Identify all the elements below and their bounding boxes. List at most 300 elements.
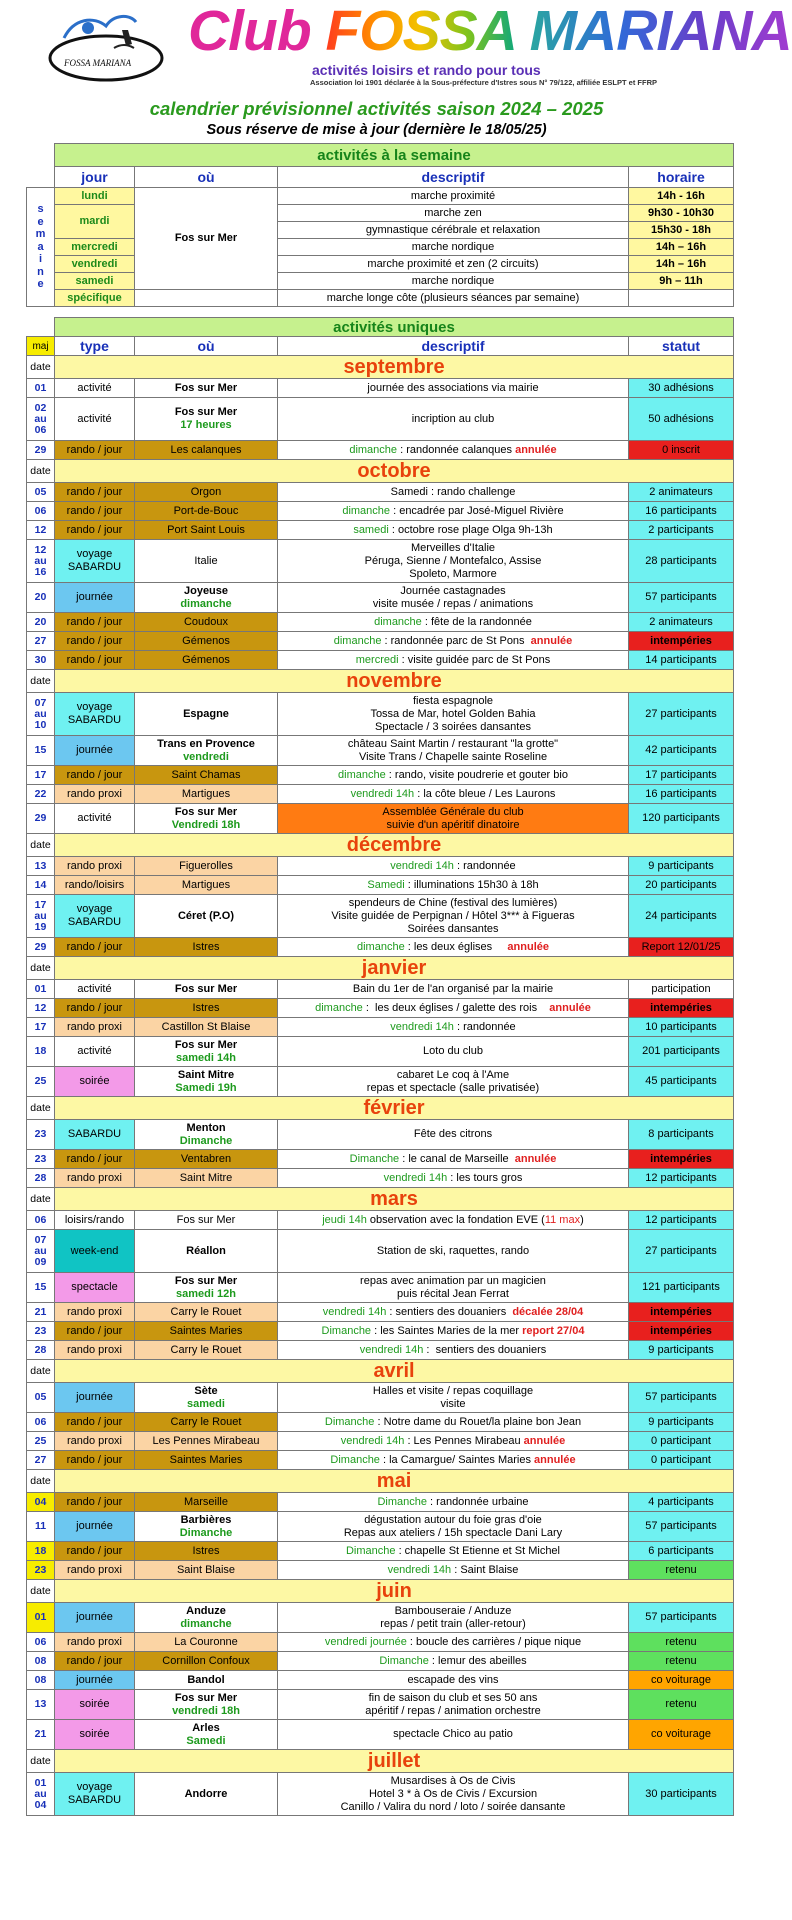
semaine-letter: e — [37, 278, 44, 291]
event-location — [135, 1150, 278, 1169]
event-status: 9 participants — [629, 857, 734, 876]
weekly-band-title: activités à la semaine — [55, 144, 734, 167]
event-date-part: 05 — [34, 1391, 47, 1403]
event-desc-day: dimanche — [315, 1001, 363, 1014]
calendar-subtitle: Sous réserve de mise à jour (dernière le 18/05/25) — [206, 122, 547, 138]
event-location-name: La Couronne — [174, 1635, 238, 1648]
event-location — [135, 1067, 278, 1097]
event-date-part: 27 — [34, 1453, 47, 1466]
event-row — [27, 693, 734, 736]
event-description — [278, 1341, 629, 1360]
unique-band-title: activités uniques — [55, 318, 734, 337]
event-desc-text: : la côte bleue / Les Laurons — [414, 787, 556, 800]
event-location — [135, 632, 278, 651]
event-description — [278, 379, 629, 398]
event-location — [135, 1633, 278, 1652]
event-location-name: Gémenos — [182, 653, 230, 666]
event-row — [27, 785, 734, 804]
event-location — [135, 980, 278, 999]
event-row — [27, 1603, 734, 1633]
event-type: activité — [55, 804, 135, 834]
event-location-when: 17 heures — [180, 419, 232, 431]
event-location — [135, 938, 278, 957]
event-desc-text: observation avec la fondation EVE ( — [366, 1213, 545, 1226]
event-status: intempéries — [629, 1322, 734, 1341]
weekly-band-blank — [27, 144, 55, 167]
event-location — [135, 999, 278, 1018]
event-location-name: Martigues — [181, 787, 231, 800]
page-header — [0, 0, 792, 90]
event-location-name: Port Saint Louis — [167, 523, 245, 536]
event-date — [27, 999, 55, 1018]
event-location — [135, 1542, 278, 1561]
event-location-name: Fos sur Mer — [174, 1038, 238, 1051]
event-location-name: Martigues — [181, 878, 231, 891]
event-description — [278, 632, 629, 651]
event-row — [27, 1413, 734, 1432]
event-row — [27, 613, 734, 632]
event-location — [135, 583, 278, 613]
event-location-name: Fos sur Mer — [174, 381, 238, 394]
event-row — [27, 857, 734, 876]
weekly-col-horaire: horaire — [629, 167, 734, 188]
event-status: 17 participants — [629, 766, 734, 785]
event-desc-text: : Les Pennes Mirabeau — [404, 1434, 524, 1447]
event-description — [278, 1413, 629, 1432]
semaine-letter: s — [37, 203, 44, 216]
event-desc-tail: ) — [580, 1213, 584, 1226]
month-title: mars — [55, 1188, 734, 1211]
event-type: rando / jour — [55, 651, 135, 670]
event-type: rando proxi — [55, 857, 135, 876]
event-desc-text: fiesta espagnole Tossa de Mar, hotel Golden Bahia Spectacle / 3 soirées dansantes — [370, 694, 536, 733]
event-status: 201 participants — [629, 1037, 734, 1067]
event-status: intempéries — [629, 1303, 734, 1322]
event-location-name: Gémenos — [182, 634, 230, 647]
event-row — [27, 1273, 734, 1303]
event-location-name: Castillon St Blaise — [161, 1020, 251, 1033]
weekly-hours: 14h – 16h — [629, 239, 734, 256]
event-description — [278, 1633, 629, 1652]
event-desc-day: Dimanche — [330, 1453, 380, 1466]
event-description — [278, 980, 629, 999]
event-desc-day: vendredi 14h — [322, 1305, 387, 1318]
event-date-part: 23 — [34, 1152, 47, 1165]
event-row — [27, 1432, 734, 1451]
event-location-name: Fos sur Mer — [174, 1691, 238, 1704]
event-desc-day: vendredi 14h — [350, 787, 415, 800]
event-status: 27 participants — [629, 1230, 734, 1273]
event-status: retenu — [629, 1690, 734, 1720]
month-row — [27, 460, 734, 483]
event-type: rando / jour — [55, 521, 135, 540]
event-status: 0 inscrit — [629, 441, 734, 460]
event-location-name: Joyeuse — [183, 584, 229, 597]
event-description — [278, 1542, 629, 1561]
weekly-day: mercredi — [55, 239, 135, 256]
event-desc-text: : randonnée parc de St Pons — [381, 634, 531, 647]
event-desc-status: annulée — [515, 443, 557, 456]
event-date — [27, 736, 55, 766]
event-location-when: dimanche — [180, 1617, 232, 1630]
event-location-when: Samedi 19h — [175, 1081, 237, 1094]
event-desc-day: Dimanche — [345, 1544, 396, 1557]
event-date-part: 23 — [34, 1128, 47, 1140]
event-date-part: 01 — [34, 1611, 47, 1623]
date-label: date — [27, 1097, 55, 1120]
event-desc-status: annulée — [534, 1453, 576, 1466]
event-description — [278, 1211, 629, 1230]
date-label: date — [27, 957, 55, 980]
event-description — [278, 1512, 629, 1542]
event-type: rando / jour — [55, 441, 135, 460]
event-row — [27, 1341, 734, 1360]
event-location — [135, 1037, 278, 1067]
event-date-part: 17 — [34, 1020, 47, 1033]
event-date — [27, 540, 55, 583]
club-logo — [44, 8, 164, 86]
event-type: loisirs/rando — [55, 1211, 135, 1230]
event-status: co voiturage — [629, 1671, 734, 1690]
event-row — [27, 1633, 734, 1652]
event-date-part: 06 — [34, 1213, 47, 1226]
event-location — [135, 766, 278, 785]
event-type: voyage SABARDU — [55, 1773, 135, 1816]
event-type: rando / jour — [55, 1542, 135, 1561]
event-desc-day: Samedi — [367, 878, 405, 891]
event-date-part: 12 — [34, 523, 47, 536]
weekly-location: Fos sur Mer — [135, 188, 278, 290]
event-type: rando / jour — [55, 1652, 135, 1671]
event-type: rando / jour — [55, 999, 135, 1018]
event-desc-day: dimanche — [333, 634, 382, 647]
event-type: rando / jour — [55, 502, 135, 521]
event-desc-day: Dimanche — [379, 1654, 429, 1667]
event-date-part: 29 — [34, 812, 47, 824]
weekly-row — [27, 290, 734, 307]
event-type: voyage SABARDU — [55, 540, 135, 583]
event-date — [27, 1303, 55, 1322]
event-date — [27, 857, 55, 876]
event-location — [135, 1120, 278, 1150]
event-desc-text: cabaret Le coq à l'Ame repas et spectacle (salle privatisée) — [366, 1068, 540, 1094]
event-status: 57 participants — [629, 1512, 734, 1542]
event-row — [27, 999, 734, 1018]
event-desc-day: vendredi 14h — [340, 1434, 405, 1447]
event-date — [27, 398, 55, 441]
event-location — [135, 613, 278, 632]
weekly-desc: marche proximité et zen (2 circuits) — [278, 256, 629, 273]
event-type: rando proxi — [55, 1561, 135, 1580]
weekly-hours: 9h30 - 10h30 — [629, 205, 734, 222]
event-status: 57 participants — [629, 1603, 734, 1633]
event-location-name: Istres — [192, 1544, 220, 1557]
event-description — [278, 1603, 629, 1633]
unique-col-ou: où — [135, 337, 278, 356]
event-date-part: 06 — [34, 1635, 47, 1648]
event-description — [278, 1720, 629, 1750]
event-type: rando proxi — [55, 1303, 135, 1322]
event-location-when: Dimanche — [179, 1134, 233, 1147]
event-desc-day: vendredi 14h — [383, 1171, 448, 1184]
event-description — [278, 441, 629, 460]
event-date — [27, 693, 55, 736]
month-title: octobre — [55, 460, 734, 483]
event-type: rando / jour — [55, 766, 135, 785]
event-date-part: 16 — [34, 565, 47, 578]
event-location-name: Saintes Maries — [169, 1324, 243, 1337]
event-date — [27, 1561, 55, 1580]
event-date — [27, 1690, 55, 1720]
event-date-part: 23 — [34, 1324, 47, 1337]
event-location — [135, 651, 278, 670]
event-row — [27, 1230, 734, 1273]
event-description — [278, 1451, 629, 1470]
event-date-part: 27 — [34, 634, 47, 647]
event-desc-text: : randonnée — [453, 1020, 516, 1033]
event-location — [135, 1273, 278, 1303]
event-location-name: Céret (P.O) — [177, 909, 235, 922]
event-location-name: Coudoux — [183, 615, 229, 628]
event-desc-day: Dimanche — [377, 1495, 427, 1508]
event-description — [278, 502, 629, 521]
weekly-header-row — [27, 167, 734, 188]
event-desc-text: : illuminations 15h30 à 18h — [404, 878, 539, 891]
event-type: activité — [55, 379, 135, 398]
month-title: janvier — [55, 957, 734, 980]
month-row — [27, 1750, 734, 1773]
event-location — [135, 785, 278, 804]
event-row — [27, 1018, 734, 1037]
event-type: rando proxi — [55, 1341, 135, 1360]
event-desc-text: : les deux églises / galette des rois — [362, 1001, 550, 1014]
event-date-part: 22 — [34, 787, 47, 800]
event-type: rando / jour — [55, 1322, 135, 1341]
event-location — [135, 876, 278, 895]
event-date — [27, 483, 55, 502]
event-location-when: samedi 14h — [176, 1051, 236, 1064]
month-title: décembre — [55, 834, 734, 857]
event-type: voyage SABARDU — [55, 693, 135, 736]
event-location-name: Orgon — [190, 485, 222, 498]
event-description — [278, 895, 629, 938]
event-date-part: 17 — [34, 768, 47, 781]
event-description — [278, 804, 629, 834]
event-date — [27, 1432, 55, 1451]
event-status: 50 adhésions — [629, 398, 734, 441]
event-date-part: 13 — [34, 859, 47, 872]
event-date — [27, 1211, 55, 1230]
event-date — [27, 651, 55, 670]
event-date — [27, 1230, 55, 1273]
unique-activities-table — [26, 317, 734, 1816]
event-desc-day: dimanche — [357, 940, 405, 953]
event-location — [135, 540, 278, 583]
event-location-name: Sète — [194, 1384, 218, 1397]
weekly-desc: marche zen — [278, 205, 629, 222]
month-title: février — [55, 1097, 734, 1120]
event-description — [278, 1671, 629, 1690]
event-row — [27, 583, 734, 613]
event-row — [27, 502, 734, 521]
event-type: journée — [55, 1603, 135, 1633]
event-description — [278, 1561, 629, 1580]
event-location — [135, 1603, 278, 1633]
event-location — [135, 1230, 278, 1273]
event-type: rando / jour — [55, 1413, 135, 1432]
event-date — [27, 1493, 55, 1512]
event-row — [27, 1037, 734, 1067]
event-status: 2 animateurs — [629, 613, 734, 632]
event-status: 57 participants — [629, 1383, 734, 1413]
association-notice: Association loi 1901 déclarée à la Sous-préfecture d'Istres sous N° 79/122, affiliée ESLPT et FFRP — [310, 78, 657, 87]
event-desc-day: vendredi 14h — [359, 1343, 424, 1356]
month-title: juin — [55, 1580, 734, 1603]
event-location — [135, 1322, 278, 1341]
event-description — [278, 1383, 629, 1413]
event-date — [27, 1169, 55, 1188]
event-location-name: Trans en Provence — [157, 737, 255, 750]
event-location-name: Figuerolles — [179, 859, 233, 872]
event-location — [135, 1432, 278, 1451]
event-description — [278, 1067, 629, 1097]
event-location — [135, 441, 278, 460]
event-desc-text: Samedi : rando challenge — [390, 485, 516, 498]
event-date-part: 28 — [34, 1343, 47, 1356]
date-label: date — [27, 460, 55, 483]
weekly-day: spécifique — [55, 290, 135, 307]
event-date-part: au — [34, 412, 47, 425]
event-status: 24 participants — [629, 895, 734, 938]
event-date-part: 11 — [34, 1520, 47, 1532]
event-date — [27, 1341, 55, 1360]
event-date — [27, 1120, 55, 1150]
event-status: 20 participants — [629, 876, 734, 895]
event-description — [278, 1322, 629, 1341]
event-date — [27, 1413, 55, 1432]
event-desc-status: annulée — [507, 940, 549, 953]
event-status: 121 participants — [629, 1273, 734, 1303]
month-title: avril — [55, 1360, 734, 1383]
event-desc-text: spendeurs de Chine (festival des lumières) Visite guidée de Perpignan / Hôtel 3*** à Figueras Soirées dansantes — [331, 896, 575, 935]
event-type: SABARDU — [55, 1120, 135, 1150]
event-location-name: Fos sur Mer — [174, 982, 238, 995]
event-date — [27, 1633, 55, 1652]
event-date-part: 08 — [34, 1654, 47, 1667]
event-desc-text: spectacle Chico au patio — [393, 1728, 513, 1740]
event-type: rando / jour — [55, 938, 135, 957]
event-desc-day: dimanche — [374, 615, 422, 628]
event-desc-day: vendredi 14h — [390, 859, 454, 872]
date-label: date — [27, 1360, 55, 1383]
event-location — [135, 1561, 278, 1580]
event-location-name: Bandol — [187, 1673, 225, 1686]
event-date-part: 01 — [34, 381, 47, 394]
event-date-part: 29 — [34, 940, 47, 953]
event-location-name: Fos sur Mer — [174, 805, 238, 818]
event-desc-day: mercredi — [355, 653, 399, 666]
event-status: intempéries — [629, 632, 734, 651]
event-date-part: 14 — [34, 878, 47, 891]
event-status: 12 participants — [629, 1169, 734, 1188]
weekly-location-empty — [135, 290, 278, 307]
event-desc-text: : sentiers des douaniers — [423, 1343, 547, 1356]
event-row — [27, 651, 734, 670]
event-status: 0 participant — [629, 1451, 734, 1470]
event-location-when: samedi 12h — [176, 1287, 236, 1300]
month-title: juillet — [55, 1750, 734, 1773]
event-location — [135, 1773, 278, 1816]
event-description — [278, 1652, 629, 1671]
event-date — [27, 895, 55, 938]
event-row — [27, 1773, 734, 1816]
event-date-part: 10 — [34, 718, 47, 731]
unique-col-maj: maj — [27, 337, 55, 356]
event-date-part: 01 — [34, 1776, 47, 1789]
event-status: 9 participants — [629, 1413, 734, 1432]
event-desc-text: : boucle des carrières / pique nique — [406, 1635, 582, 1648]
event-desc-text: : randonnée calanques — [397, 443, 516, 456]
event-location-when: samedi — [187, 1397, 225, 1410]
event-location — [135, 895, 278, 938]
event-date — [27, 766, 55, 785]
event-description — [278, 693, 629, 736]
event-desc-day: Dimanche — [349, 1152, 400, 1165]
event-desc-day: dimanche — [342, 504, 391, 517]
event-date — [27, 1383, 55, 1413]
event-location-when: vendredi 18h — [172, 1704, 240, 1717]
event-desc-text: : sentiers des douaniers — [386, 1305, 513, 1318]
unique-col-type: type — [55, 337, 135, 356]
event-description — [278, 540, 629, 583]
event-desc-day: jeudi 14h — [322, 1213, 367, 1226]
event-row — [27, 766, 734, 785]
event-description — [278, 1690, 629, 1720]
event-row — [27, 1542, 734, 1561]
event-status: intempéries — [629, 999, 734, 1018]
event-status: 6 participants — [629, 1542, 734, 1561]
event-type: rando proxi — [55, 1432, 135, 1451]
event-status: 16 participants — [629, 785, 734, 804]
event-date — [27, 1652, 55, 1671]
weekly-col-jour: jour — [55, 167, 135, 188]
weekly-hours: 14h - 16h — [629, 188, 734, 205]
event-location — [135, 1169, 278, 1188]
event-date — [27, 1451, 55, 1470]
event-date — [27, 1037, 55, 1067]
event-date — [27, 1322, 55, 1341]
event-desc-text: Fête des citrons — [413, 1128, 493, 1140]
unique-band-blank — [27, 318, 55, 337]
event-date — [27, 876, 55, 895]
event-type: rando / jour — [55, 483, 135, 502]
weekly-row — [27, 205, 734, 222]
event-date-part: 06 — [34, 423, 47, 436]
event-desc-text: : les deux églises — [404, 940, 508, 953]
event-desc-text: : la Camargue/ Saintes Maries — [379, 1453, 535, 1466]
event-location-name: Carry le Rouet — [170, 1343, 242, 1356]
event-type: activité — [55, 398, 135, 441]
event-desc-text: Journée castagnades visite musée / repas / animations — [372, 584, 534, 610]
event-type: rando proxi — [55, 1633, 135, 1652]
event-date — [27, 1773, 55, 1816]
event-description — [278, 1773, 629, 1816]
event-location-name: Saint Mitre — [177, 1068, 235, 1081]
event-location-name: Saint Mitre — [179, 1171, 233, 1184]
date-label: date — [27, 356, 55, 379]
weekly-day: samedi — [55, 273, 135, 290]
event-location-when: vendredi — [183, 750, 229, 763]
